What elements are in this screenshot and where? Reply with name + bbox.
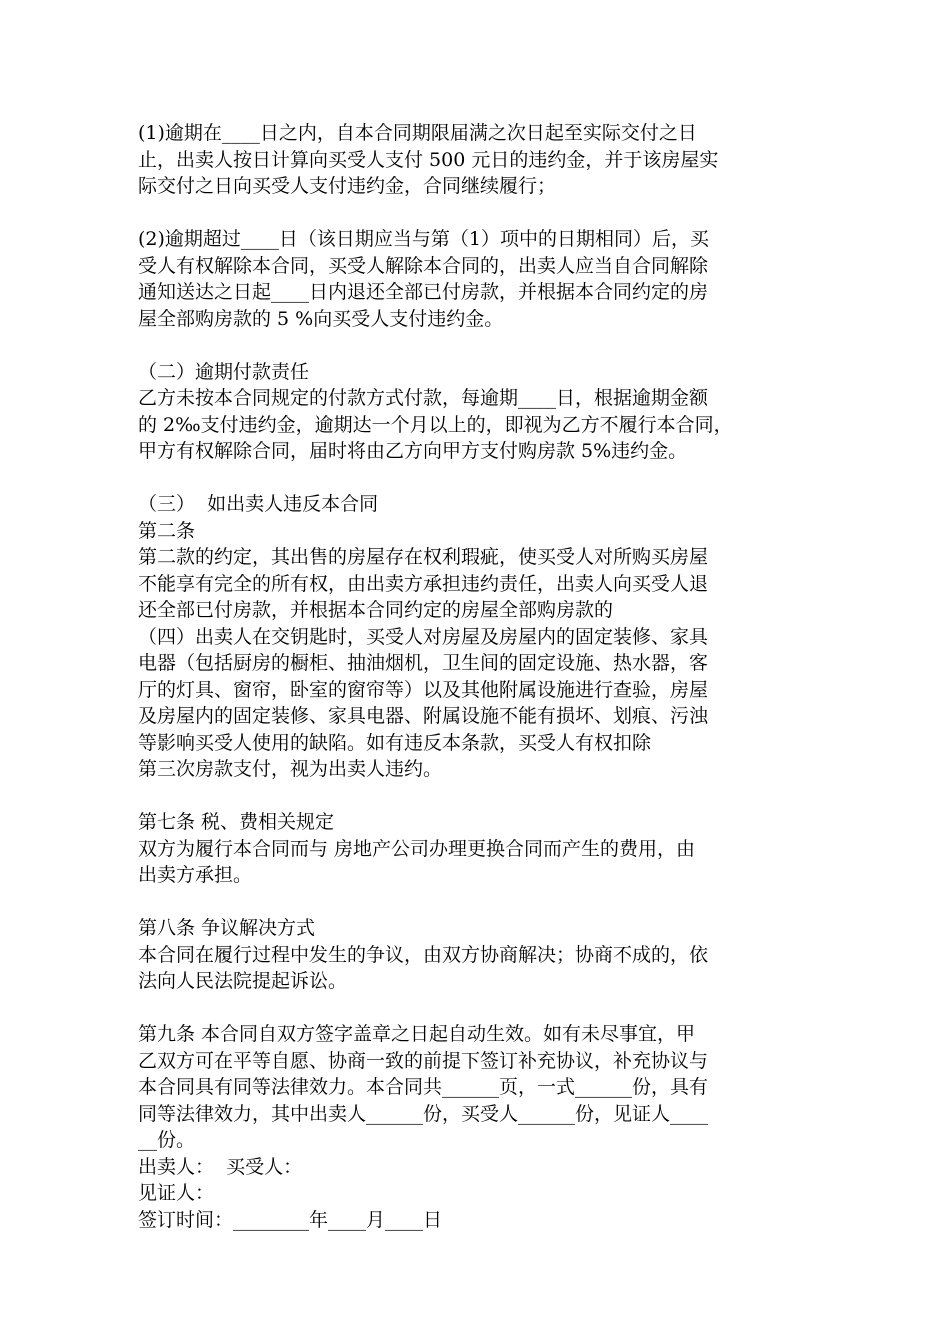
- text-line: 止，出卖人按日计算向买受人支付 500 元日的违约金，并于该房屋实: [138, 148, 719, 171]
- paragraph-gap: [138, 783, 818, 810]
- article-heading: 第七条 税、费相关规定: [138, 811, 335, 833]
- text-line: 第九条 本合同自双方签字盖章之日起自动生效。如有未尽事宜，甲: [138, 1023, 696, 1045]
- text-line: 双方为履行本合同而与 房地产公司办理更换合同而产生的费用，由: [138, 837, 696, 860]
- section-heading: （二）逾期付款责任: [138, 360, 310, 383]
- contract-text: [138, 120, 818, 1233]
- text-line: 本合同在履行过程中发生的争议，由双方协商解决；协商不成的，依: [138, 943, 709, 966]
- text-line: 出卖方承担。: [138, 864, 253, 886]
- paragraph-gap: [138, 465, 818, 492]
- section-heading: （三） 如出卖人违反本合同: [138, 493, 379, 515]
- text-line: 受人有权解除本合同，买受人解除本合同的，出卖人应当自合同解除: [138, 254, 709, 277]
- text-line: 法向人民法院提起诉讼。: [138, 970, 348, 992]
- paragraph-gap: [138, 889, 818, 916]
- text-line: 第二条: [138, 519, 196, 542]
- text-line: 际交付之日向买受人支付违约金，合同继续履行；: [138, 175, 557, 197]
- text-line: (1)逾期在____日之内，自本合同期限届满之次日起至实际交付之日: [138, 122, 697, 144]
- text-line: 甲方有权解除合同，届时将由乙方向甲方支付购房款 5%违约金。: [138, 440, 688, 462]
- text-line: 及房屋内的固定装修、家具电器、附属设施不能有损坏、划痕、污浊: [138, 705, 709, 727]
- text-line: 的 2‰支付违约金，逾期达一个月以上的，即视为乙方不履行本合同，: [138, 413, 733, 436]
- signature-line-parties: 出卖人： 买受人：: [138, 1155, 303, 1178]
- signature-line-witness: 见证人：: [138, 1182, 215, 1204]
- signing-date-line: 签订时间：________年____月____日: [138, 1208, 443, 1231]
- paragraph-gap: [138, 995, 818, 1022]
- text-line: 厅的灯具、窗帘，卧室的窗帘等）以及其他附属设施进行查验，房屋: [138, 678, 709, 701]
- article-heading: 第八条 争议解决方式: [138, 917, 316, 939]
- text-line: 乙双方可在平等自愿、协商一致的前提下签订补充协议，补充协议与: [138, 1049, 709, 1072]
- text-line: 第二款的约定，其出售的房屋存在权利瑕疵，使买受人对所购买房屋: [138, 546, 709, 568]
- text-line: 第三次房款支付，视为出卖人违约。: [138, 758, 443, 780]
- text-line: 本合同具有同等法律效力。本合同共______页，一式______份，具有: [138, 1076, 709, 1098]
- text-line: (2)逾期超过____日（该日期应当与第（1）项中的日期相同）后，买: [138, 228, 710, 250]
- text-line: 不能享有完全的所有权，由出卖方承担违约责任，出卖人向买受人退: [138, 572, 709, 595]
- text-line: 乙方未按本合同规定的付款方式付款，每逾期____日，根据逾期金额: [138, 387, 709, 409]
- text-line: __份。: [138, 1129, 196, 1151]
- text-line: 屋全部购房款的 5 %向买受人支付违约金。: [138, 307, 504, 330]
- text-line: 同等法律效力，其中出卖人______份，买受人______份，见证人____: [138, 1102, 709, 1125]
- text-line: （四）出卖人在交钥匙时，买受人对房屋及房屋内的固定装修、家具: [138, 625, 709, 648]
- paragraph-gap: [138, 332, 818, 359]
- text-line: 电器（包括厨房的橱柜、抽油烟机，卫生间的固定设施、热水器，客: [138, 652, 709, 674]
- text-line: 通知送达之日起____日内退还全部已付房款，并根据本合同约定的房: [138, 281, 709, 303]
- text-line: 等影响买受人使用的缺陷。如有违反本条款，买受人有权扣除: [138, 731, 652, 754]
- text-line: 还全部已付房款，并根据本合同约定的房屋全部购房款的: [138, 599, 614, 621]
- paragraph-gap: [138, 200, 818, 227]
